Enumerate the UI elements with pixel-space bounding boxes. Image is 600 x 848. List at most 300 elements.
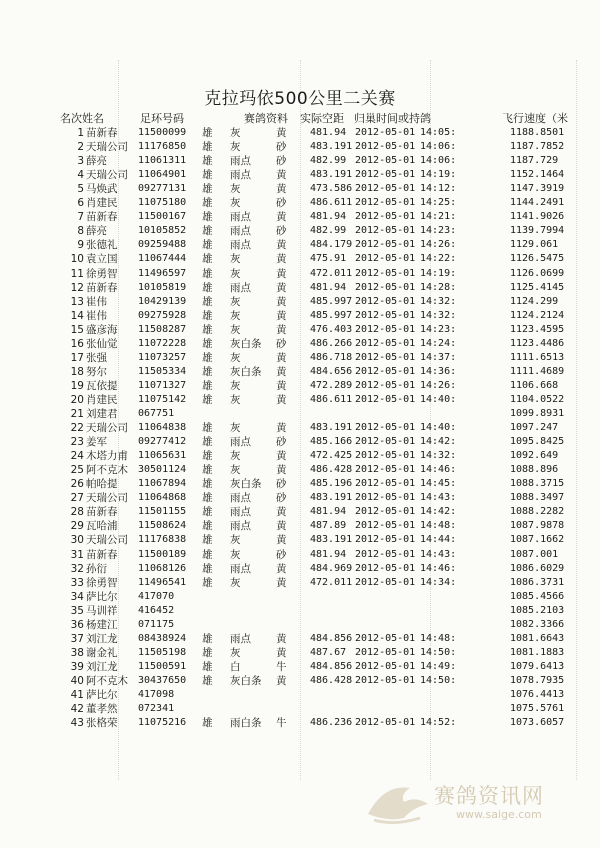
- cell-no: 20: [70, 393, 84, 406]
- cell-feather: 灰: [230, 127, 241, 139]
- cell-time: 14:26:: [420, 379, 457, 391]
- cell-date: 2012-05-01: [355, 267, 416, 279]
- cell-sex: 雄: [202, 632, 213, 645]
- cell-time: 14:49:: [420, 660, 457, 672]
- cell-speed: 1152.1464: [510, 169, 565, 181]
- cell-name: 薛亮: [86, 225, 107, 238]
- cell-color: 黄: [276, 253, 287, 266]
- table-row: [0, 323, 600, 337]
- cell-ring: 11500591: [138, 660, 187, 672]
- table-row: [0, 140, 600, 154]
- cell-speed: 1088.896: [510, 464, 559, 476]
- cell-date: 2012-05-01: [355, 506, 416, 518]
- table-row: [0, 519, 600, 533]
- cell-ring: 11065631: [138, 450, 187, 462]
- table-row: [0, 505, 600, 519]
- cell-color: 黄: [276, 281, 287, 294]
- cell-time: 14:50:: [420, 646, 457, 658]
- cell-feather: 灰: [230, 393, 241, 406]
- cell-name: 木塔力甫: [86, 450, 128, 463]
- cell-color: 砂: [276, 197, 287, 210]
- cell-color: 黄: [276, 351, 287, 364]
- table-row: [0, 491, 600, 505]
- cell-ring: 11073257: [138, 351, 187, 363]
- cell-time: 14:25:: [420, 197, 457, 209]
- cell-time: 14:42:: [420, 506, 457, 518]
- cell-sex: 雄: [202, 450, 213, 463]
- cell-feather: 灰: [230, 183, 241, 196]
- cell-feather: 灰: [230, 646, 241, 659]
- table-row: [0, 210, 600, 224]
- cell-speed: 1123.4595: [510, 323, 565, 335]
- cell-speed: 1124.2124: [510, 309, 565, 321]
- cell-date: 2012-05-01: [355, 393, 416, 405]
- cell-time: 14:23:: [420, 323, 457, 335]
- table-row: [0, 477, 600, 491]
- cell-ring: 11500167: [138, 211, 187, 223]
- cell-feather: 雨点: [230, 211, 251, 224]
- cell-time: 14:24:: [420, 337, 457, 349]
- cell-dist: 486.718: [310, 351, 353, 363]
- cell-dist: 483.191: [310, 169, 353, 181]
- cell-date: 2012-05-01: [355, 323, 416, 335]
- cell-time: 14:06:: [420, 155, 457, 167]
- cell-feather: 雨点: [230, 506, 251, 519]
- watermark-text: 赛鸽资讯网: [434, 784, 544, 808]
- table-row: [0, 618, 600, 632]
- cell-name: 马训祥: [86, 604, 118, 617]
- cell-name: 谢金礼: [86, 646, 118, 659]
- cell-dist: 487.89: [310, 520, 347, 532]
- cell-sex: 雄: [202, 281, 213, 294]
- cell-feather: 雨点: [230, 492, 251, 505]
- table-row: [0, 435, 600, 449]
- cell-time: 14:48:: [420, 632, 457, 644]
- cell-speed: 1187.729: [510, 155, 559, 167]
- watermark-url: www.saige.com: [456, 808, 542, 821]
- cell-dist: 486.428: [310, 674, 353, 686]
- cell-dist: 481.94: [310, 506, 347, 518]
- cell-name: 张格荣: [86, 717, 118, 730]
- cell-ring: 072341: [138, 703, 175, 715]
- cell-date: 2012-05-01: [355, 717, 416, 729]
- table-row: [0, 674, 600, 688]
- cell-time: 14:26:: [420, 239, 457, 251]
- cell-feather: 白: [230, 660, 241, 673]
- cell-time: 14:21:: [420, 211, 457, 223]
- cell-date: 2012-05-01: [355, 478, 416, 490]
- cell-color: 黄: [276, 169, 287, 182]
- cell-time: 14:19:: [420, 267, 457, 279]
- cell-dist: 472.011: [310, 267, 353, 279]
- table-row: [0, 168, 600, 182]
- cell-ring: 11496541: [138, 576, 187, 588]
- cell-ring: 417070: [138, 590, 175, 602]
- cell-name: 姜军: [86, 436, 107, 449]
- cell-ring: 10105852: [138, 225, 187, 237]
- cell-sex: 雄: [202, 239, 213, 252]
- cell-sex: 雄: [202, 534, 213, 547]
- cell-speed: 1126.0699: [510, 267, 565, 279]
- cell-ring: 30437650: [138, 674, 187, 686]
- cell-date: 2012-05-01: [355, 660, 416, 672]
- cell-name: 盛彦海: [86, 323, 118, 336]
- cell-date: 2012-05-01: [355, 351, 416, 363]
- header-return-time: 归巢时间或持鸽: [354, 112, 431, 125]
- table-row: [0, 646, 600, 660]
- cell-dist: 481.94: [310, 548, 347, 560]
- cell-feather: 灰: [230, 534, 241, 547]
- cell-ring: 30501124: [138, 464, 187, 476]
- cell-name: 努尔: [86, 365, 107, 378]
- cell-color: 牛: [276, 717, 287, 730]
- cell-no: 37: [70, 632, 84, 645]
- cell-speed: 1125.4145: [510, 281, 565, 293]
- cell-ring: 071175: [138, 618, 175, 630]
- cell-no: 25: [70, 464, 84, 477]
- cell-dist: 486.428: [310, 464, 353, 476]
- cell-time: 14:43:: [420, 492, 457, 504]
- header-rank-name: 名次姓名: [60, 112, 104, 125]
- cell-ring: 11176850: [138, 141, 187, 153]
- cell-sex: 雄: [202, 436, 213, 449]
- cell-speed: 1097.247: [510, 422, 559, 434]
- cell-ring: 11061311: [138, 155, 187, 167]
- cell-color: 黄: [276, 632, 287, 645]
- cell-speed: 1076.4413: [510, 689, 565, 700]
- cell-feather: 灰: [230, 548, 241, 561]
- cell-feather: 雨点: [230, 562, 251, 575]
- table-row: [0, 716, 600, 730]
- cell-dist: 484.856: [310, 660, 353, 672]
- cell-date: 2012-05-01: [355, 576, 416, 588]
- cell-speed: 1086.3731: [510, 576, 565, 588]
- table-row: [0, 576, 600, 590]
- cell-feather: 灰: [230, 267, 241, 280]
- header-pigeon-info: 赛鸽资料: [244, 112, 288, 125]
- cell-speed: 1144.2491: [510, 197, 565, 209]
- cell-name: 薛亮: [86, 155, 107, 168]
- cell-dist: 487.67: [310, 646, 347, 658]
- cell-sex: 雄: [202, 365, 213, 378]
- cell-feather: 灰: [230, 197, 241, 210]
- cell-name: 崔伟: [86, 309, 107, 322]
- cell-color: 砂: [276, 548, 287, 561]
- cell-name: 苗新春: [86, 506, 118, 519]
- cell-ring: 11075180: [138, 197, 187, 209]
- cell-sex: 雄: [202, 183, 213, 196]
- cell-sex: 雄: [202, 646, 213, 659]
- cell-sex: 雄: [202, 323, 213, 336]
- cell-no: 19: [70, 379, 84, 392]
- cell-feather: 灰: [230, 379, 241, 392]
- cell-no: 32: [70, 562, 84, 575]
- cell-time: 14:06:: [420, 141, 457, 153]
- cell-speed: 1085.4566: [510, 590, 565, 602]
- cell-ring: 11505334: [138, 365, 187, 377]
- cell-ring: 11068126: [138, 562, 187, 574]
- cell-color: 砂: [276, 478, 287, 491]
- cell-color: 砂: [276, 141, 287, 154]
- cell-sex: 雄: [202, 548, 213, 561]
- cell-ring: 416452: [138, 604, 175, 616]
- table-row: [0, 702, 600, 716]
- cell-no: 12: [70, 281, 84, 294]
- table-row: [0, 660, 600, 674]
- table-row: [0, 562, 600, 576]
- cell-color: 黄: [276, 365, 287, 378]
- cell-ring: 067751: [138, 408, 175, 419]
- cell-date: 2012-05-01: [355, 155, 416, 167]
- cell-sex: 雄: [202, 674, 213, 687]
- cell-name: 瓦依提: [86, 379, 118, 392]
- cell-dist: 472.425: [310, 450, 353, 462]
- cell-ring: 11075142: [138, 393, 187, 405]
- cell-speed: 1147.3919: [510, 183, 565, 195]
- cell-time: 14:45:: [420, 478, 457, 490]
- cell-date: 2012-05-01: [355, 141, 416, 153]
- cell-no: 2: [77, 141, 84, 154]
- cell-no: 17: [70, 351, 84, 364]
- cell-time: 14:42:: [420, 436, 457, 448]
- cell-feather: 灰: [230, 351, 241, 364]
- cell-time: 14:48:: [420, 520, 457, 532]
- cell-time: 14:36:: [420, 365, 457, 377]
- cell-speed: 1099.8931: [510, 408, 565, 419]
- cell-time: 14:46:: [420, 562, 457, 574]
- cell-color: 砂: [276, 155, 287, 168]
- cell-no: 24: [70, 450, 84, 463]
- cell-color: 砂: [276, 436, 287, 449]
- cell-ring: 09277412: [138, 436, 187, 448]
- cell-ring: 11508624: [138, 520, 187, 532]
- cell-date: 2012-05-01: [355, 422, 416, 434]
- cell-date: 2012-05-01: [355, 211, 416, 223]
- cell-date: 2012-05-01: [355, 548, 416, 560]
- cell-date: 2012-05-01: [355, 464, 416, 476]
- cell-name: 肖建民: [86, 393, 118, 406]
- cell-sex: 雄: [202, 267, 213, 280]
- cell-dist: 484.656: [310, 365, 353, 377]
- cell-name: 天瑞公司: [86, 422, 128, 435]
- cell-no: 10: [70, 253, 84, 266]
- cell-color: 黄: [276, 562, 287, 575]
- cell-ring: 08438924: [138, 632, 187, 644]
- cell-sex: 雄: [202, 337, 213, 350]
- cell-ring: 11500099: [138, 127, 187, 138]
- cell-date: 2012-05-01: [355, 365, 416, 377]
- cell-no: 16: [70, 337, 84, 350]
- cell-date: 2012-05-01: [355, 646, 416, 658]
- cell-ring: 11508287: [138, 323, 187, 335]
- cell-dist: 473.586: [310, 183, 353, 195]
- cell-sex: 雄: [202, 141, 213, 154]
- cell-name: 刘江龙: [86, 660, 118, 673]
- cell-ring: 11064838: [138, 422, 187, 434]
- cell-name: 天瑞公司: [86, 492, 128, 505]
- cell-speed: 1088.3497: [510, 492, 565, 504]
- cell-no: 14: [70, 309, 84, 322]
- cell-sex: 雄: [202, 506, 213, 519]
- cell-dist: 484.856: [310, 632, 353, 644]
- cell-feather: 灰: [230, 576, 241, 589]
- cell-sex: 雄: [202, 393, 213, 406]
- cell-dist: 486.266: [310, 337, 353, 349]
- table-row: [0, 337, 600, 351]
- cell-dist: 486.611: [310, 197, 353, 209]
- cell-ring: 11067444: [138, 253, 187, 265]
- cell-time: 14:32:: [420, 450, 457, 462]
- cell-no: 39: [70, 660, 84, 673]
- cell-time: 14:52:: [420, 717, 457, 729]
- cell-no: 27: [70, 492, 84, 505]
- cell-name: 苗新春: [86, 548, 118, 561]
- table-row: [0, 407, 600, 421]
- cell-color: 黄: [276, 323, 287, 336]
- cell-no: 1: [77, 127, 84, 139]
- cell-date: 2012-05-01: [355, 169, 416, 181]
- cell-color: 黄: [276, 520, 287, 533]
- cell-no: 8: [77, 225, 84, 238]
- cell-name: 阿不克木: [86, 674, 128, 687]
- cell-speed: 1086.6029: [510, 562, 565, 574]
- watermark: [364, 774, 564, 834]
- cell-date: 2012-05-01: [355, 492, 416, 504]
- cell-feather: 灰: [230, 141, 241, 154]
- cell-feather: 雨点: [230, 632, 251, 645]
- cell-color: 砂: [276, 492, 287, 505]
- table-row: [0, 393, 600, 407]
- cell-no: 30: [70, 534, 84, 547]
- table-row: [0, 295, 600, 309]
- cell-speed: 1087.001: [510, 548, 559, 560]
- cell-name: 苗新春: [86, 211, 118, 224]
- cell-speed: 1087.9878: [510, 520, 565, 532]
- cell-ring: 11071327: [138, 379, 187, 391]
- cell-name: 萨比尔: [86, 689, 118, 701]
- cell-sex: 雄: [202, 169, 213, 182]
- cell-no: 13: [70, 295, 84, 308]
- cell-dist: 475.91: [310, 253, 347, 265]
- cell-ring: 11176838: [138, 534, 187, 546]
- cell-no: 29: [70, 520, 84, 533]
- cell-no: 6: [77, 197, 84, 210]
- cell-ring: 09259488: [138, 239, 187, 251]
- cell-no: 4: [77, 169, 84, 182]
- cell-ring: 417098: [138, 689, 175, 700]
- cell-speed: 1082.3366: [510, 618, 565, 630]
- cell-no: 34: [70, 590, 84, 603]
- cell-speed: 1081.1883: [510, 646, 565, 658]
- cell-date: 2012-05-01: [355, 183, 416, 195]
- cell-date: 2012-05-01: [355, 295, 416, 307]
- cell-ring: 11067894: [138, 478, 187, 490]
- cell-dist: 484.969: [310, 562, 353, 574]
- cell-feather: 灰: [230, 295, 241, 308]
- cell-speed: 1088.3715: [510, 478, 565, 490]
- cell-sex: 雄: [202, 253, 213, 266]
- cell-feather: 灰: [230, 253, 241, 266]
- cell-ring: 11496597: [138, 267, 187, 279]
- cell-feather: 灰: [230, 464, 241, 477]
- cell-dist: 476.403: [310, 323, 353, 335]
- cell-dist: 485.196: [310, 478, 353, 490]
- cell-sex: 雄: [202, 492, 213, 505]
- cell-name: 天瑞公司: [86, 141, 128, 154]
- cell-sex: 雄: [202, 422, 213, 435]
- cell-color: 黄: [276, 267, 287, 280]
- cell-feather: 雨点: [230, 225, 251, 238]
- cell-sex: 雄: [202, 155, 213, 168]
- cell-speed: 1124.299: [510, 295, 559, 307]
- cell-no: 41: [70, 689, 84, 701]
- cell-date: 2012-05-01: [355, 436, 416, 448]
- cell-feather: 灰: [230, 323, 241, 336]
- cell-feather: 灰: [230, 422, 241, 435]
- cell-feather: 雨点: [230, 239, 251, 252]
- cell-dist: 483.191: [310, 492, 353, 504]
- cell-speed: 1188.8501: [510, 127, 565, 138]
- cell-ring: 11064868: [138, 492, 187, 504]
- cell-date: 2012-05-01: [355, 309, 416, 321]
- cell-dist: 485.166: [310, 436, 353, 448]
- cell-color: 黄: [276, 576, 287, 589]
- cell-name: 袁立国: [86, 253, 118, 266]
- cell-name: 孙衍: [86, 562, 107, 575]
- cell-name: 刘建君: [86, 408, 118, 420]
- table-row: [0, 463, 600, 477]
- table-row: [0, 548, 600, 562]
- cell-feather: 雨点: [230, 436, 251, 449]
- cell-time: 14:12:: [420, 183, 457, 195]
- cell-color: 黄: [276, 309, 287, 322]
- cell-date: 2012-05-01: [355, 127, 416, 138]
- cell-time: 14:28:: [420, 281, 457, 293]
- cell-ring: 11072228: [138, 337, 187, 349]
- cell-color: 黄: [276, 211, 287, 224]
- cell-time: 14:32:: [420, 309, 457, 321]
- cell-speed: 1088.2282: [510, 506, 565, 518]
- cell-time: 14:23:: [420, 225, 457, 237]
- cell-no: 33: [70, 576, 84, 589]
- cell-name: 董孝然: [86, 703, 118, 716]
- cell-dist: 482.99: [310, 155, 347, 167]
- cell-dist: 485.997: [310, 309, 353, 321]
- cell-date: 2012-05-01: [355, 534, 416, 546]
- cell-ring: 09275928: [138, 309, 187, 321]
- cell-ring: 11505198: [138, 646, 187, 658]
- cell-no: 42: [70, 703, 84, 716]
- cell-feather: 灰白条: [230, 337, 262, 350]
- cell-ring: 11075216: [138, 717, 187, 729]
- header-ring: 足环号码: [140, 112, 184, 125]
- cell-sex: 雄: [202, 211, 213, 224]
- cell-name: 帕哈提: [86, 478, 118, 491]
- cell-feather: 灰白条: [230, 365, 262, 378]
- cell-sex: 雄: [202, 197, 213, 210]
- cell-speed: 1078.7935: [510, 674, 565, 686]
- cell-no: 3: [77, 155, 84, 168]
- table-row: [0, 365, 600, 379]
- cell-ring: 11500189: [138, 548, 187, 560]
- cell-no: 35: [70, 604, 84, 617]
- cell-time: 14:05:: [420, 127, 457, 138]
- cell-name: 肖建民: [86, 197, 118, 210]
- cell-sex: 雄: [202, 576, 213, 589]
- cell-sex: 雄: [202, 295, 213, 308]
- cell-color: 黄: [276, 422, 287, 435]
- cell-no: 5: [77, 183, 84, 196]
